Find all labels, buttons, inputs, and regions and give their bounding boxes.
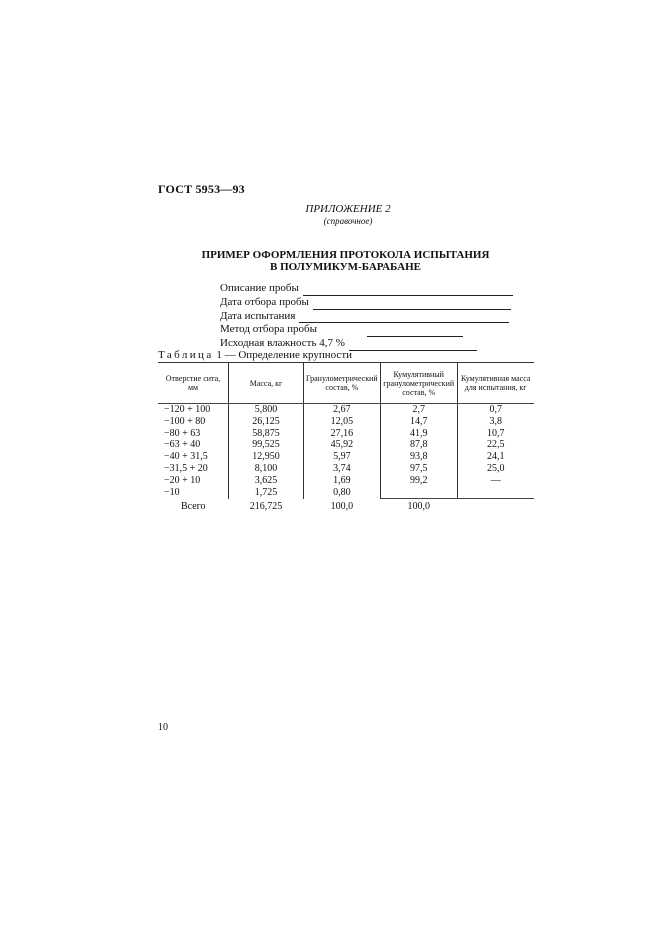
cell-mass: 58,875 — [229, 428, 304, 440]
table-row — [158, 404, 534, 416]
table-caption-prefix: Таблица — [158, 349, 214, 361]
cell-sieve: −31,5 + 20 — [164, 462, 208, 474]
cell-cumulative: 2,7 — [380, 404, 457, 416]
cell-granulometric: 5,97 — [304, 451, 381, 463]
cell-sieve: −63 + 40 — [164, 439, 201, 451]
cell-granulometric: 3,74 — [304, 463, 381, 475]
table-caption-text: 1 — Определение крупности — [216, 349, 353, 361]
cell-cumulative-mass — [457, 487, 534, 499]
cell-cumulative: 99,2 — [380, 475, 457, 487]
total-cumulative-mass — [457, 499, 534, 513]
cell-sieve: −80 + 63 — [164, 427, 201, 439]
appendix-heading — [0, 203, 661, 226]
field-label: Метод отбора пробы — [220, 323, 317, 336]
cell-granulometric: 2,67 — [304, 404, 381, 416]
cell-sieve: −100 + 80 — [164, 415, 206, 427]
column-header-cumulative-mass: Кумулятивная масса для испытания, кг — [457, 363, 534, 404]
cell-cumulative — [380, 487, 457, 499]
cell-mass: 26,125 — [229, 416, 304, 428]
column-header-cumulative: Кумулятивный гранулометрический состав, % — [380, 363, 457, 404]
page-number: 10 — [158, 722, 168, 733]
cell-cumulative-mass: 3,8 — [457, 416, 534, 428]
cell-granulometric: 45,92 — [304, 439, 381, 451]
field-blank-line — [367, 327, 463, 337]
cell-sieve: −10 — [164, 486, 180, 498]
cell-cumulative: 97,5 — [380, 463, 457, 475]
cell-cumulative-mass: 10,7 — [457, 428, 534, 440]
cell-mass: 12,950 — [229, 451, 304, 463]
field-row — [220, 296, 513, 310]
cell-sieve: −40 + 31,5 — [164, 451, 208, 463]
table-total-row — [158, 499, 534, 513]
field-label: Описание пробы — [220, 282, 299, 294]
cell-cumulative-mass: — — [457, 475, 534, 487]
cell-mass: 1,725 — [229, 487, 304, 499]
column-header-sieve: Отверстие сита, мм — [158, 363, 229, 404]
cell-cumulative-mass: 24,1 — [457, 451, 534, 463]
field-blank-line — [303, 286, 513, 296]
cell-granulometric: 12,05 — [304, 416, 381, 428]
sizing-table — [158, 362, 534, 513]
table-row — [158, 463, 534, 475]
column-header-granulometric: Гранулометрический состав, % — [304, 363, 381, 404]
cell-sieve: −120 + 100 — [164, 404, 211, 415]
table-caption — [158, 349, 352, 361]
table-row — [158, 416, 534, 428]
cell-sieve: −20 + 10 — [164, 474, 201, 486]
title-line-2: В ПОЛУМИКУМ-БАРАБАНЕ — [269, 261, 422, 273]
protocol-fields — [220, 282, 513, 351]
total-label: Всего — [180, 501, 206, 513]
total-granulometric: 100,0 — [330, 501, 354, 513]
cell-cumulative-mass: 0,7 — [457, 404, 534, 416]
standard-number: ГОСТ 5953—93 — [158, 182, 245, 196]
field-row — [220, 282, 513, 296]
cell-mass: 5,800 — [229, 404, 304, 416]
cell-cumulative: 93,8 — [380, 451, 457, 463]
field-blank-line — [349, 341, 477, 351]
cell-cumulative: 41,9 — [380, 428, 457, 440]
table-row — [158, 439, 534, 451]
appendix-note: (справочное) — [323, 216, 373, 226]
cell-cumulative-mass: 22,5 — [457, 439, 534, 451]
cell-granulometric: 1,69 — [304, 475, 381, 487]
table-row — [158, 475, 534, 487]
table-header-row — [158, 363, 534, 404]
table-row — [158, 451, 534, 463]
total-cumulative: 100,0 — [407, 501, 430, 513]
cell-granulometric: 0,80 — [304, 487, 381, 499]
cell-cumulative: 87,8 — [380, 439, 457, 451]
field-row — [220, 323, 513, 337]
column-header-mass: Масса, кг — [229, 363, 304, 404]
total-mass: 216,725 — [249, 501, 283, 513]
cell-cumulative: 14,7 — [380, 416, 457, 428]
field-label: Дата отбора пробы — [220, 295, 309, 308]
cell-mass: 3,625 — [229, 475, 304, 487]
document-title — [0, 249, 661, 273]
field-label: Исходная влажность 4,7 % — [220, 337, 345, 350]
cell-granulometric: 27,16 — [304, 428, 381, 440]
cell-mass: 8,100 — [229, 463, 304, 475]
appendix-label: ПРИЛОЖЕНИЕ 2 — [305, 203, 391, 215]
cell-cumulative-mass: 25,0 — [457, 463, 534, 475]
field-blank-line — [313, 300, 511, 310]
cell-mass: 99,525 — [229, 439, 304, 451]
field-label: Дата испытания — [220, 309, 296, 322]
table-row — [158, 428, 534, 440]
field-blank-line — [299, 313, 509, 323]
table-row — [158, 487, 534, 499]
title-line-1: ПРИМЕР ОФОРМЛЕНИЯ ПРОТОКОЛА ИСПЫТАНИЯ — [201, 249, 490, 261]
field-row — [220, 310, 513, 324]
